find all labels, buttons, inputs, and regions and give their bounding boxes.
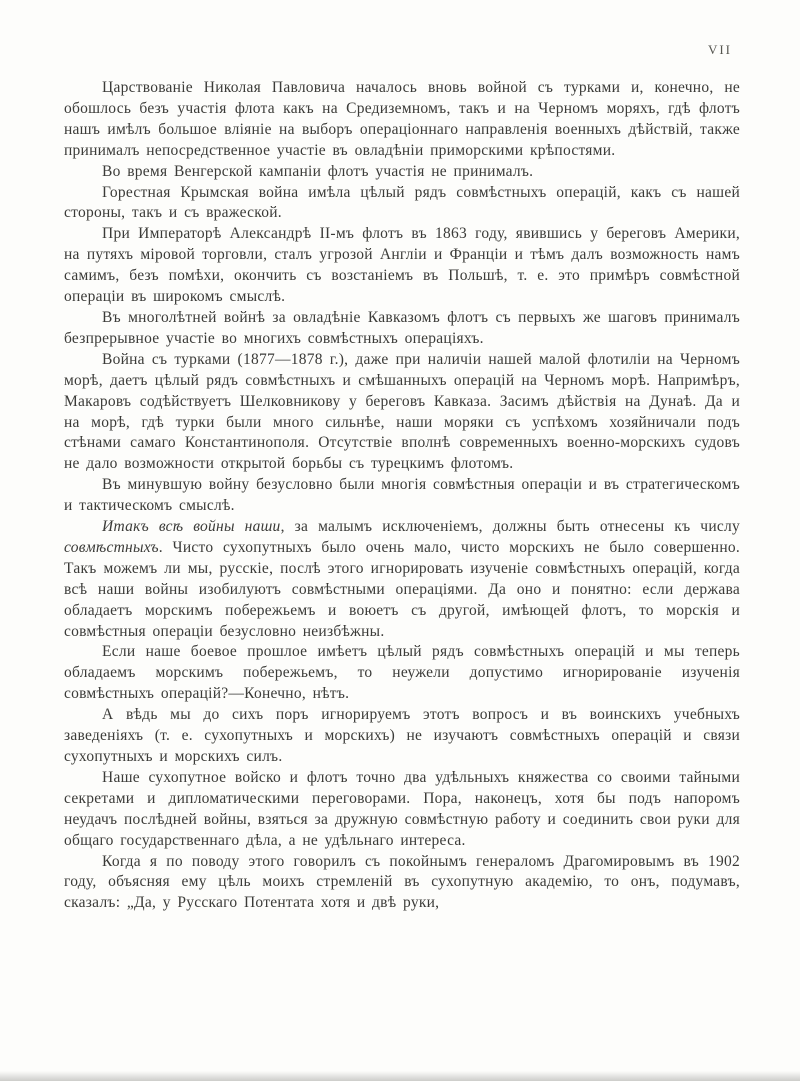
italic-text-segment: Итакъ всѣ войны наши <box>102 518 281 536</box>
text-segment: . Чисто сухопутныхъ было очень мало, чисто морскихъ не было совершенно. Такъ можемъ ли мы, русскіе, послѣ этого игнорировать изученіе совмѣстныхъ операцій, когда всѣ наши войны изобилуютъ совмѣстными операціями. Да оно и понятно: если держава обладаетъ морскимъ побережьемъ и воюетъ съ другой, имѣющей флотъ, то морскія и совмѣстныя операціи безусловно неизбѣжны. <box>64 538 740 640</box>
text-segment: Горестная Крымская война имѣла цѣлый рядъ совмѣстныхъ операцій, какъ съ нашей стороны, такъ и съ вражеской. <box>64 183 740 222</box>
text-segment: Во время Венгерской кампаніи флотъ участія не принималъ. <box>102 162 534 180</box>
text-segment: Наше сухопутное войско и флотъ точно два удѣльныхъ княжества со своими тайными секретами и дипломатическими переговорами. Пора, наконецъ, хотя бы подъ напоромъ неудачъ послѣдней войны, взяться за дружную совмѣстную работу и соединить свои руки для общаго государственнаго дѣла, а не удѣльнаго интереса. <box>64 768 740 849</box>
paragraph <box>64 78 740 162</box>
text-segment: Война съ турками (1877—1878 г.), даже при наличіи нашей малой флотиліи на Черномъ морѣ, даетъ цѣлый рядъ совмѣстныхъ и смѣшанныхъ операцій на Черномъ морѣ. Напримѣръ, Макаровъ содѣйствуетъ Шелковникову у береговъ Кавказа. Засимъ дѣйствія на Дунаѣ. Да и на морѣ, гдѣ турки были много сильнѣе, наши моряки съ успѣхомъ хозяйничали подъ стѣнами самаго Константинополя. Отсутствіе вполнѣ современныхъ военно-морскихъ судовъ не дало возможности открытой борьбы съ турецкимъ флотомъ. <box>64 350 740 473</box>
paragraph <box>64 475 740 517</box>
paragraph <box>64 308 740 350</box>
text-segment: Царствованіе Николая Павловича началось вновь войной съ турками и, конечно, не обошлось безъ участія флота какъ на Средиземномъ, такъ и на Черномъ моряхъ, гдѣ флотъ нашъ имѣлъ большое вліяніе на выборъ операціоннаго направленія военныхъ дѣйствій, также принималъ непосредственное участіе въ овладѣніи приморскими крѣпостями. <box>64 79 740 159</box>
paragraph <box>64 642 740 705</box>
page-text <box>64 78 740 914</box>
text-segment: При Императорѣ Александрѣ II-мъ флотъ въ 1863 году, явившись у береговъ Америки, на путяхъ міровой торговли, сталъ угрозой Англіи и Франціи и тѣмъ далъ возможность намъ самимъ, безъ помѣхи, окончить съ возстаніемъ въ Польшѣ, т. е. это примѣръ совмѣстной операціи въ широкомъ смыслѣ. <box>64 225 740 306</box>
text-segment: Въ многолѣтней войнѣ за овладѣніе Кавказомъ флотъ съ первыхъ же шаговъ принималъ безпрерывное участіе во многихъ совмѣстныхъ операціяхъ. <box>64 308 740 347</box>
paragraph <box>64 162 740 183</box>
text-segment: Когда я по поводу этого говорилъ съ покойнымъ генераломъ Драгомировымъ въ 1902 году, объясняя ему цѣль моихъ стремленій въ сухопутную академію, то онъ, подумавъ, сказалъ: „Да, у Русскаго Потентата хотя и двѣ руки, <box>64 852 740 912</box>
page-number: VII <box>707 42 732 57</box>
text-segment: , за малымъ исключеніемъ, должны быть отнесены къ числу <box>280 518 740 536</box>
paragraph <box>64 350 740 475</box>
paragraph <box>64 705 740 768</box>
paragraph <box>64 517 740 642</box>
paragraph <box>64 768 740 852</box>
text-segment: Если наше боевое прошлое имѣетъ цѣлый рядъ совмѣстныхъ операцій и мы теперь обладаемъ морскимъ побережьемъ, то неужели допустимо игнорированіе изученія совмѣстныхъ операцій?—Конечно, нѣтъ. <box>64 643 740 703</box>
text-segment: А вѣдь мы до сихъ поръ игнорируемъ этотъ вопросъ и въ воинскихъ учебныхъ заведеніяхъ (т. е. сухопутныхъ и морскихъ) не изучаютъ совмѣстныхъ операцій и связи сухопутныхъ и морскихъ силъ. <box>64 706 740 765</box>
paragraph <box>64 224 740 308</box>
italic-text-segment: совмѣстныхъ <box>64 538 159 556</box>
paragraph <box>64 183 740 225</box>
paragraph <box>64 852 740 915</box>
text-segment: Въ минувшую войну безусловно были многія совмѣстныя операціи и въ стратегическомъ и тактическомъ смыслѣ. <box>64 476 740 515</box>
